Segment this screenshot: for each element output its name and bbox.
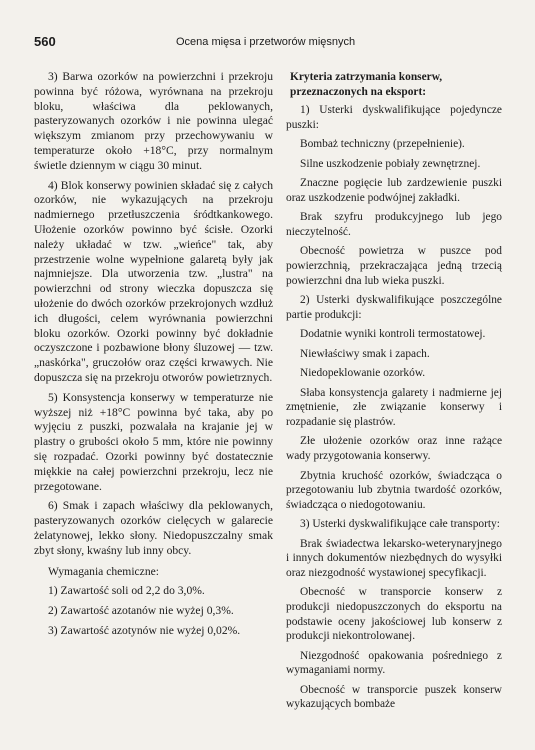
criteria-item: Obecność w transporcie konserw z produkcji niedopuszczonych do eksportu na podstawie oceny jakościowej lub konserw z produkcji niekontrolowanej. [286,586,502,643]
criteria-item: 1) Usterki dyskwalifikujące pojedyncze puszki: [286,104,502,131]
page-number: 560 [34,34,56,49]
criteria-item: Złe ułożenie ozorków oraz inne rażące wady przygotowania konserwy. [286,435,502,463]
criteria-item: 2) Usterki dyskwalifikujące poszczególne partie produkcji: [286,294,502,321]
running-head: Ocena mięsa i przetworów mięsnych [176,36,356,48]
criteria-item: Obecność w transporcie puszek konserw wykazujących bombaże [286,683,502,711]
criteria-item: Słaba konsystencja galarety i nadmierne jej zmętnienie, złe związanie konserwy i rozpadanie się plastrów. [286,386,502,428]
criteria-item: Dodatnie wyniki kontroli termostatowej. [300,328,486,341]
criteria-item: Brak szyfru produkcyjnego lub jego nieczytelność. [286,211,502,238]
paragraph: 5) Konsystencja konserwy w temperaturze nie wyższej niż +18°C powinna być taka, aby po wyjęciu z puszki, pozwalała na krajanie jej w plastry o grubości około 5 mm, które nie powinny się rozpadać. Ozorki powinny być dostatecznie miękkie na całej powierzchni przekroju, lecz nie przegotowane. [34,390,273,493]
paragraph: 6) Smak i zapach właściwy dla peklowanych, pasteryzowanych ozorków cielęcych w galarecie żelatynowej, lekko słony. Niedopuszczalny smak zbyt słony, kwaśny lub inny obcy. [34,499,273,557]
criteria-item: Obecność powietrza w puszce pod powierzchnią, przekraczająca jedną trzecią powierzchni dna lub wieka puszki. [286,245,502,287]
chem-requirements-heading: Wymagania chemiczne: [48,564,159,578]
criteria-item: Bombaż techniczny (przepełnienie). [300,138,465,151]
criteria-item: Niedopeklowanie ozorków. [300,367,426,380]
criteria-item: 3) Usterki dyskwalifikujące całe transporty: [300,518,500,531]
chem-item: 3) Zawartość azotynów nie wyżej 0,02%. [48,623,241,637]
criteria-item: Zbytnia kruchość ozorków, świadcząca o przegotowaniu lub zbytnia twardość ozorków, świadcząca o niedogotowaniu. [286,469,502,511]
chem-item: 1) Zawartość soli od 2,2 do 3,0%. [48,584,205,598]
criteria-item: Silne uszkodzenie pobiały zewnętrznej. [300,157,481,170]
left-column [34,70,273,644]
paragraph: 4) Blok konserwy powinien składać się z całych ozorków, nie wykazujących na przekroju nadmiernego przetłuszczenia śródtkankowego. Ułożenie ozorków powinno być ścisłe. Ozorki należy układać w tzw. „wieńce" tak, aby przestrzenie wolne wypełnione galaretą były jak najmniejsze. Dla utworzenia tzw. „lustra" na powierzchni od strony wieczka dopuszcza się ułożenie do dwóch ozorków przekrojonych wzdłuż ich długości, celem wyrównania powierzchni bloku ozorków. Ozorki powinny być dokładnie oczyszczone i pozbawione błony śluzowej — tzw. „naskórka", gruczołów oraz części krwawych. Nie dopuszcza się na przekroju otworów powietrznych. [34,178,273,384]
chem-item: 2) Zawartość azotanów nie wyżej 0,3%. [48,604,234,618]
criteria-item: Niezgodność opakowania pośredniego z wymaganiami normy. [286,649,502,677]
page-header [0,34,535,54]
criteria-item: Niewłaściwy smak i zapach. [300,347,430,360]
section-heading: Kryteria zatrzymania konserw, przeznaczonych na eksport: [290,71,443,98]
criteria-item: Brak świadectwa lekarsko-weterynaryjnego i innych dokumentów niezbędnych do wysyłki oraz niezgodność wystawionej specyfikacji. [286,537,502,579]
right-column [286,70,502,717]
paragraph: 3) Barwa ozorków na powierzchni i przekroju powinna być różowa, wyrównana na przekroju bloku, właściwa dla peklowanych, pasteryzowanych ozorków i nie powinna ulegać większym zmianom przy przechowywaniu w temperaturze około +18°C, przy normalnym świetle dziennym w ciągu 30 minut. [34,70,273,172]
criteria-item: Znaczne pogięcie lub zardzewienie puszki oraz uszkodzenie podwójnej zakładki. [286,177,502,204]
